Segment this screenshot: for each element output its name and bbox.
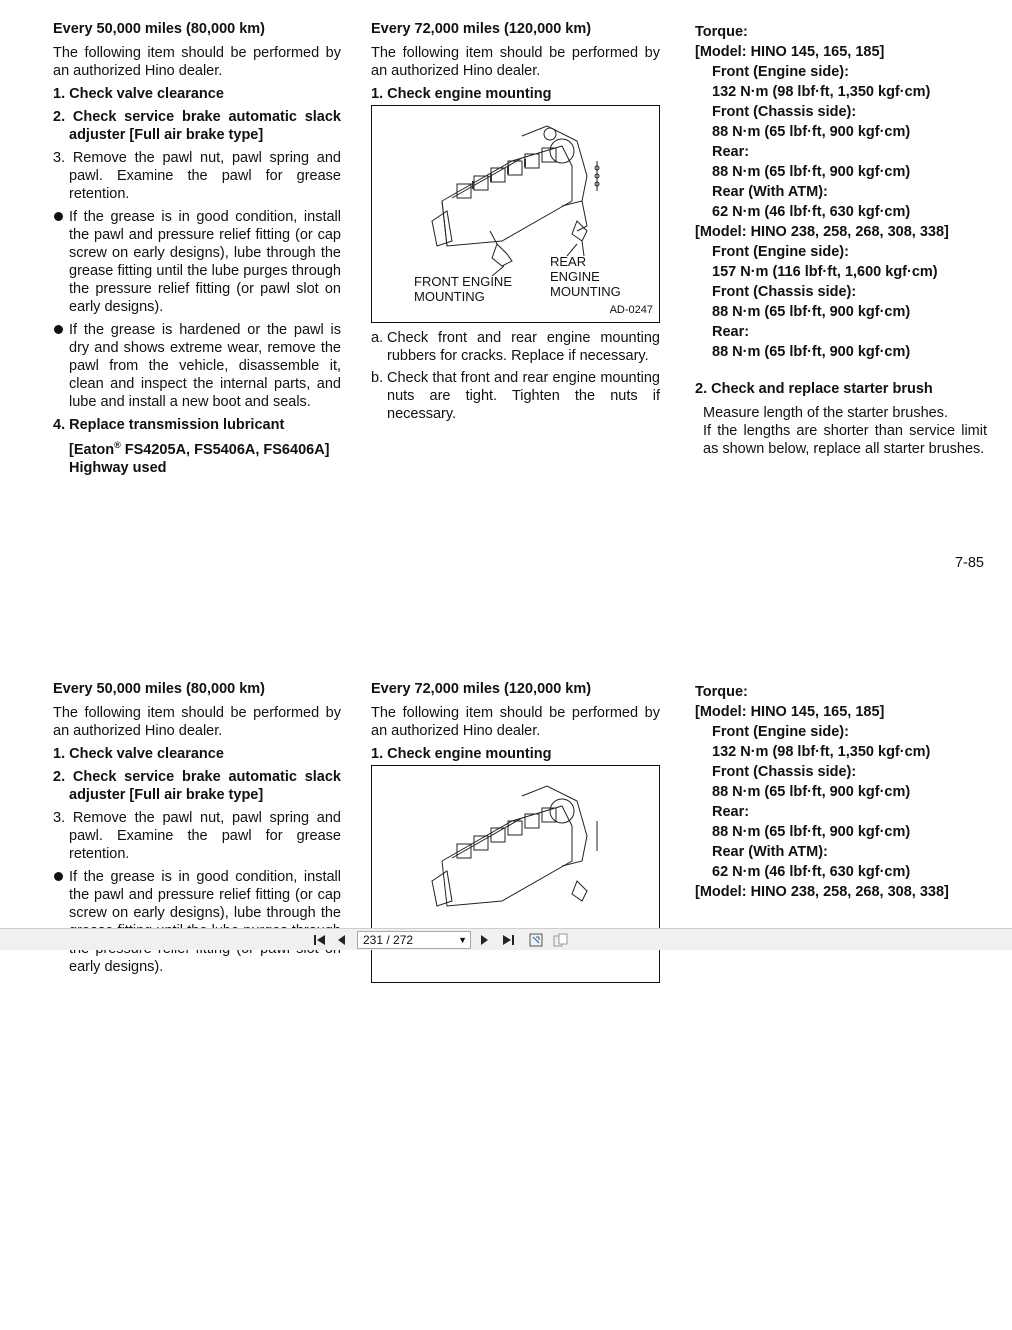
torque-value: 88 N·m (65 lbf·ft, 900 kgf·cm) [712,784,911,800]
figure-code: AD-0247 [609,304,653,316]
section-heading: Every 72,000 miles (120,000 km) [371,21,592,37]
rear-engine-mounting-label: REAR ENGINE MOUNTING [550,254,621,299]
column-right [695,682,987,902]
torque-label: Rear (With ATM): [712,184,828,200]
sub-step: b. Check that front and rear engine mounting nuts are tight. Tighten the nuts if necessary. [371,370,660,422]
document-page [0,20,1012,670]
last-page-icon[interactable] [500,932,516,948]
column-middle [371,20,660,427]
torque-heading: Torque: [695,24,748,40]
step-subtitle: Highway used [69,459,167,476]
page-number: 7-85 [954,555,984,571]
intro-text: The following item should be performed by an authorized Hino dealer. [53,45,341,79]
fit-page-icon[interactable] [528,932,546,948]
page-number-field[interactable]: 231 / 272 ▼ [357,931,471,949]
torque-value: 88 N·m (65 lbf·ft, 900 kgf·cm) [712,124,911,140]
body-text: Measure length of the starter brushes. [703,405,949,421]
bullet-icon [54,325,63,334]
torque-heading: Torque: [695,684,748,700]
bullet-icon [54,872,63,881]
step-subtitle: [Eaton® FS4205A, FS5406A, FS6406A] [69,440,330,458]
bullet-item: If the grease is in good condition, install the pawl and pressure relief fitting (or cap screw on early designs), lube through the early designs). [53,868,341,976]
torque-label: Front (Engine side): [712,244,849,260]
step-item: 1. Check engine mounting [371,86,552,102]
torque-label: Rear (With ATM): [712,844,828,860]
step-item: 1. Check valve clearance [53,746,224,762]
step-item: 1. Check valve clearance [53,86,224,102]
two-page-view-icon[interactable] [552,932,570,948]
model-heading: [Model: HINO 145, 165, 185] [695,44,885,60]
torque-value: 88 N·m (65 lbf·ft, 900 kgf·cm) [712,344,911,360]
torque-label: Front (Chassis side): [712,764,857,780]
step-item: 4. Replace transmission lubricant [53,417,285,433]
torque-label: Rear: [712,804,750,820]
sub-step: a. Check front and rear engine mounting rubbers for cracks. Replace if necessary. [371,330,660,364]
next-page-icon[interactable] [478,932,492,948]
bullet-icon [54,212,63,221]
document-page [0,680,1012,1330]
intro-text: The following item should be performed by an authorized Hino dealer. [53,705,341,739]
viewer-toolbar [0,928,1012,950]
section-heading: Every 72,000 miles (120,000 km) [371,681,592,697]
intro-text: The following item should be performed by an authorized Hino dealer. [371,705,660,739]
torque-label: Rear: [712,324,750,340]
model-heading: [Model: HINO 145, 165, 185] [695,704,885,720]
bullet-item: If the grease is in good condition, install the pawl and pressure relief fitting (or cap screw on early designs), lube through the grease fitting until the lube purges through the pressure relief fitting (or pawl slot on early designs). [53,208,341,316]
engine-mounting-figure [371,105,660,323]
torque-value: 88 N·m (65 lbf·ft, 900 kgf·cm) [712,304,911,320]
model-heading: [Model: HINO 238, 258, 268, 308, 338] [695,224,949,240]
front-engine-mounting-label: FRONT ENGINE MOUNTING [414,274,512,304]
column-left [53,20,341,477]
torque-label: Front (Chassis side): [712,104,857,120]
torque-label: Rear: [712,144,750,160]
step-item: 3. Remove the pawl nut, pawl spring and pawl. Examine the pawl for grease retention. [53,150,341,202]
page-separator [0,652,1012,680]
bullet-item: If the grease is hardened or the pawl is dry and shows extreme wear, remove the pawl from the vehicle, disassemble it, clean and inspect the internal parts, and lube and install a new boot and seals. [53,321,341,411]
torque-value: 88 N·m (65 lbf·ft, 900 kgf·cm) [712,824,911,840]
torque-label: Front (Engine side): [712,724,849,740]
torque-value: 132 N·m (98 lbf·ft, 1,350 kgf·cm) [712,84,931,100]
torque-label: Front (Chassis side): [712,284,857,300]
body-text: If the lengths are shorter than service limit as shown below, replace all starter brushes. [703,423,987,457]
torque-value: 62 N·m (46 lbf·ft, 630 kgf·cm) [712,864,911,880]
model-heading: [Model: HINO 238, 258, 268, 308, 338] [695,884,949,900]
torque-value: 88 N·m (65 lbf·ft, 900 kgf·cm) [712,164,911,180]
engine-mounting-figure [371,765,660,983]
step-item: 1. Check engine mounting [371,746,552,762]
section-heading: 2. Check and replace starter brush [695,381,933,397]
column-right [695,22,987,458]
step-item: 2. Check service brake automatic slack adjuster [Full air brake type] [53,109,341,143]
step-item: 2. Check service brake automatic slack adjuster [Full air brake type] [53,769,341,803]
section-heading: Every 50,000 miles (80,000 km) [53,21,266,37]
chevron-down-icon[interactable]: ▼ [458,935,467,945]
torque-value: 62 N·m (46 lbf·ft, 630 kgf·cm) [712,204,911,220]
first-page-icon[interactable] [312,932,328,948]
torque-value: 132 N·m (98 lbf·ft, 1,350 kgf·cm) [712,744,931,760]
torque-value: 157 N·m (116 lbf·ft, 1,600 kgf·cm) [712,264,938,280]
section-heading: Every 50,000 miles (80,000 km) [53,681,266,697]
previous-page-icon[interactable] [334,932,348,948]
step-item: 3. Remove the pawl nut, pawl spring and pawl. Examine the pawl for grease retention. [53,810,341,862]
torque-label: Front (Engine side): [712,64,849,80]
intro-text: The following item should be performed by an authorized Hino dealer. [371,45,660,79]
